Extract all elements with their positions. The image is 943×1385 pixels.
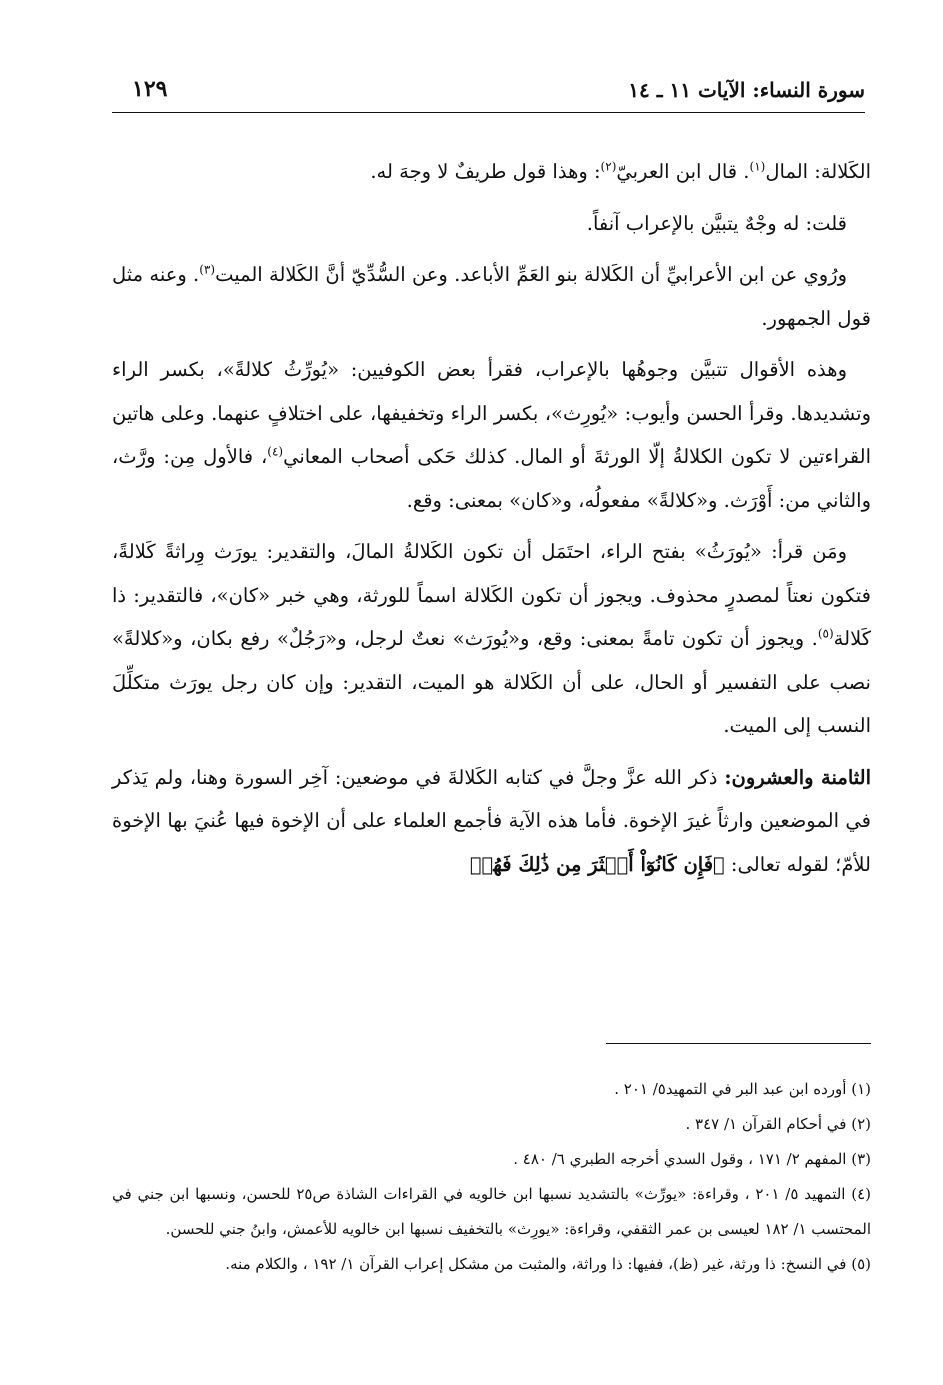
footnote: (٢) في أحكام القرآن ١/ ٣٤٧ . <box>685 1115 871 1133</box>
paragraph: قلت: له وجْهٌ يتبيَّن بالإعراب آنفاً. <box>586 211 847 235</box>
text-run: . قال ابن العربيّ <box>616 160 750 183</box>
text-run: ورُوي عن ابن الأعرابيِّ أن الكَلالة بنو العَمِّ الأباعد. وعن السُّدِّيّ أنَّ الكَلالة الميت <box>215 263 847 286</box>
page-header <box>112 72 865 113</box>
footnote: (٣) المفهم ٢/ ١٧١ ، وقول السدي أخرجه الطبري ٦/ ٤٨٠ . <box>513 1150 871 1168</box>
text-run: الكَلالة: المال <box>765 160 871 183</box>
text-run: ذكر الله عزَّ وجلَّ في كتابه الكَلالةَ في موضعين: آخِر السورة وهنا، ولم يَذكر في الموضعين وارثاً غيرَ الإخوة. فأما هذه الآية فأجمع العلماء على أن الإخوة فيها عُنيَ بها الإخوة للأمّ؛ لقوله تعالى: <box>112 765 871 876</box>
text-run: . وعنه مثل قول الجمهور. <box>112 263 871 330</box>
paragraph <box>112 530 871 748</box>
footnote: (١) أورده ابن عبد البر في التمهيد٥/ ٢٠١ . <box>614 1080 871 1098</box>
footnote-ref: (١) <box>749 159 766 174</box>
footnotes <box>112 1072 871 1282</box>
text-run: . ويجوز أن تكون تامةً بمعنى: وقع، و«يُورَث» نعتٌ لرجل، و«رَجُلٌ» رفع بكان، و«كلالةً» نصب على التفسير أو الحال، على أن الكَلالة هو الميت، التقدير: وإن كان رجل يورَث متكلِّلَ النسب إلى الميت. <box>112 627 871 737</box>
paragraph <box>112 150 871 194</box>
text-run: وهذه الأقوال تتبيَّن وجوهُها بالإعراب، فقرأ بعض الكوفيين: «يُورِّثُ كلالةً»، بكسر الراء وتشديدها. وقرأ الحسن وأيوب: «يُورِث»، بكسر الراء وتخفيفها، على اختلافٍ عنهما. وعلى هاتين القراءتين لا تكون الكلالةُ إلّا الورثةَ أو المال. كذلك حَكى أصحاب المعاني <box>112 358 872 468</box>
paragraph <box>112 756 871 887</box>
footnote-separator <box>606 1043 871 1044</box>
text-run: ومَن قرأ: «يُورَثُ» بفتح الراء، احتَمَل أن تكون الكَلالةُ المالَ، والتقدير: يورَث وِراثةً كَلالةً، فتكون نعتاً لمصدرٍ محذوف. ويجوز أن تكون الكَلالة اسماً للورثة، وهي خبر «كان»، فالتقدير: ذا كَلالة <box>112 540 871 650</box>
text-run: ، فالأول مِن: ورَّث، والثاني من: أَوْرَث. و«كلالةً» مفعولُه، و«كان» بمعنى: وقع. <box>112 445 871 512</box>
footnote-ref: (٢) <box>600 159 617 174</box>
text-run: : وهذا قول طريفٌ لا وجهَ له. <box>370 160 601 183</box>
footnote: (٥) في النسخ: ذا ورثة، غير (ظ)، ففيها: ذا وراثة، والمثبت من مشكل إعراب القرآن ١/ ١٩٢ ، والكلام منه. <box>225 1255 871 1273</box>
footnote: (٤) التمهيد ٥/ ٢٠١ ، وقراءة: «يورِّث» بالتشديد نسبها ابن خالويه في القراءات الشاذة ص٢٥ للحسن، ونسبها ابن جني في المحتسب ١/ ١٨٢ لعيسى بن عمر الثقفي، وقراءة: «يورِث» بالتخفيف نسبها ابن خالويه للأعمش، وابنُ جني للحسن. <box>112 1185 872 1238</box>
footnote-ref: (٣) <box>199 262 216 277</box>
main-text <box>112 150 871 894</box>
footnote-ref: (٥) <box>817 626 834 641</box>
section-lead: الثامنة والعشرون: <box>724 765 872 789</box>
running-title: سورة النساء: الآيات ١١ ـ ١٤ <box>628 78 865 102</box>
quran-verse: ﴿فَإِن كَانُوٓاْ أَكۡثَرَ مِن ذَٰلِكَ فَهُمۡ <box>469 852 725 876</box>
footnote-ref: (٤) <box>267 444 284 459</box>
paragraph <box>112 253 871 340</box>
paragraph <box>112 348 871 522</box>
page-number: ١٢٩ <box>132 76 168 102</box>
